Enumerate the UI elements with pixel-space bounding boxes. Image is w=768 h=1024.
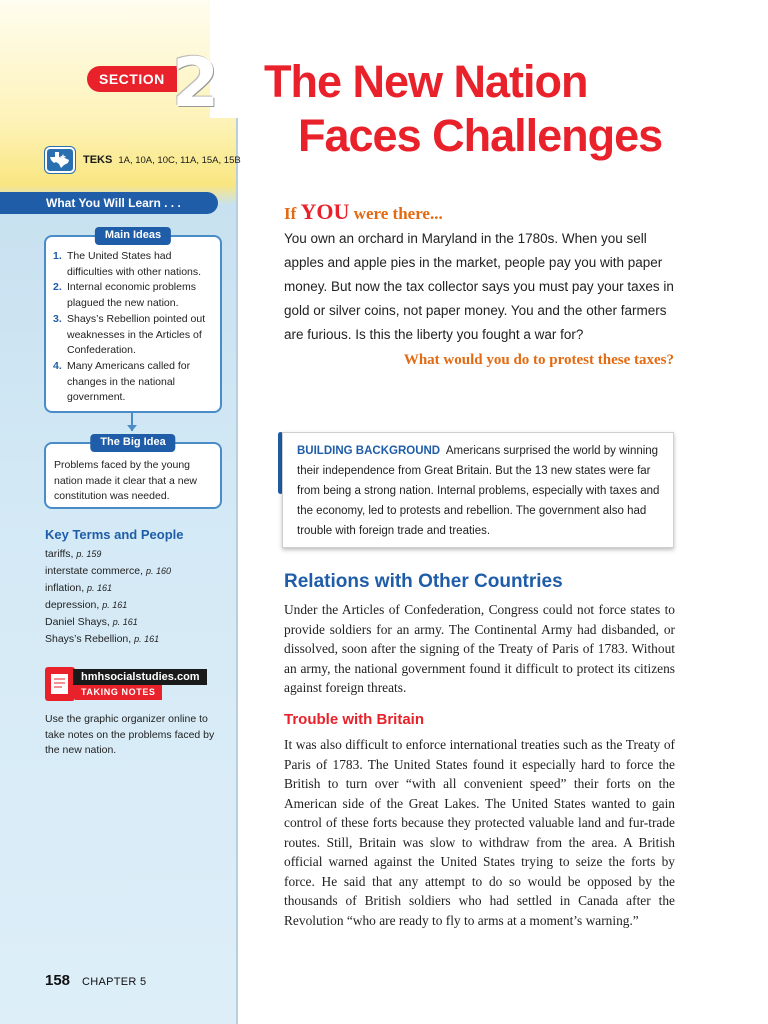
page-title-line-2: Faces Challenges [298, 110, 663, 161]
item-text: Shays’s Rebellion pointed out weaknesses in the Articles of Confederation. [67, 312, 206, 357]
section-number: 2 [172, 44, 220, 123]
big-idea-title: The Big Idea [90, 434, 175, 452]
page-ref: p. 161 [102, 600, 128, 610]
building-background-text: Americans surprised the world by winning their independence from Great Britain. But the 13 new states were far from being a strong nation. Internal problems, especially with taxes and the economy, led to protests and rebellion. The government also had trouble with foreign trade and treaties. [297, 445, 660, 537]
key-term: Shays’s Rebellion, [45, 633, 132, 645]
chapter-label: CHAPTER 5 [82, 976, 147, 988]
taking-notes-label: TAKING NOTES [75, 685, 162, 700]
key-term: Daniel Shays, [45, 616, 110, 628]
taking-notes-banner[interactable] [45, 667, 205, 703]
key-term: tariffs, [45, 548, 74, 560]
key-term-item [45, 597, 171, 614]
taking-notes-text: Use the graphic organizer online to take notes on the problems faced by the new nation. [45, 713, 215, 756]
you-word: YOU [300, 199, 350, 224]
key-term-item [45, 631, 171, 648]
item-text: Internal economic problems plagued the new nation. [67, 281, 196, 310]
key-term-item [45, 580, 171, 597]
main-ideas-title: Main Ideas [95, 227, 171, 245]
were-there-words: were there... [353, 204, 443, 223]
key-term-item [45, 546, 171, 563]
main-idea-item [53, 312, 214, 359]
key-term: depression, [45, 599, 100, 611]
page-ref: p. 160 [145, 566, 171, 576]
relations-heading: Relations with Other Countries [284, 571, 563, 592]
trouble-with-britain-paragraph: It was also difficult to enforce international treaties such as the Treaty of Paris of 1783. The United States found it especially hard to force the British to turn over “with all convenient speed” their forts on the American side of the Great Lakes. The United States wanted to gain control of these forts because they protected valuable land and fur-trade routes. Still, Britain was slow to withdraw from the area. A British official warned against the United States trying to seize the forts by force. He said that any attempt to do so would be opposed by the thousands of British soldiers who had settled in Canada after the Revolution “who are ready to fly to arms at a moment’s warning.” [284, 737, 675, 928]
trouble-with-britain-heading: Trouble with Britain [284, 711, 425, 728]
main-ideas-box [44, 229, 222, 413]
key-terms-heading: Key Terms and People [45, 527, 184, 542]
key-terms-list [45, 546, 171, 648]
teks-label: TEKS [83, 154, 113, 166]
key-term: inflation, [45, 582, 85, 594]
page-number: 158 [45, 972, 71, 989]
relations-paragraph: Under the Articles of Confederation, Congress could not force states to provide soldiers for an army. The Continental Army had disbanded, or dissolved, soon after the signing of the Treaty of Paris of 1783. Without an army, the national government found it difficult to protect its citizens against foreign threats. [284, 602, 675, 695]
item-text: The United States had difficulties with other nations. [67, 250, 202, 278]
texas-map-icon [45, 147, 75, 173]
big-idea-box [44, 436, 222, 509]
if-word: If [284, 204, 297, 223]
main-idea-item [53, 359, 214, 406]
section-badge: SECTION [87, 66, 177, 92]
scenario-text: You own an orchard in Maryland in the 1780s. When you sell apples and apple pies in the market, people pay you with paper money. But now the tax collector says you must pay your taxes in gold or silver coins, not paper money. You and the other farmers are furious. Is this the liberty you fought a war for? [284, 231, 674, 342]
page-ref: p. 161 [134, 634, 160, 644]
teks-codes: 1A, 10A, 10C, 11A, 15A, 15B [118, 154, 241, 166]
item-text: Many Americans called for changes in the national government. [67, 359, 191, 404]
key-term-item [45, 563, 171, 580]
main-ideas-list [53, 249, 214, 406]
page-ref: p. 159 [76, 549, 102, 559]
scenario-question: What would you do to protest these taxes? [403, 352, 674, 368]
main-idea-item [53, 280, 214, 311]
if-you-were-there-heading [284, 199, 443, 225]
page-ref: p. 161 [87, 583, 113, 593]
website-link[interactable]: hmhsocialstudies.com [73, 669, 207, 685]
item-number: 3. [53, 312, 62, 325]
big-idea-text: Problems faced by the young nation made it clear that a new constitution was needed. [54, 459, 198, 503]
item-number: 1. [53, 250, 62, 262]
page-title-line-1: The New Nation [264, 56, 588, 107]
notebook-icon [45, 667, 75, 701]
building-background-label: BUILDING BACKGROUND [297, 445, 441, 457]
item-number: 2. [53, 281, 62, 294]
main-idea-item [53, 249, 214, 280]
page-ref: p. 161 [112, 617, 138, 627]
teks-row [45, 146, 241, 174]
key-term: interstate commerce, [45, 565, 144, 577]
building-background-box [282, 432, 674, 548]
item-number: 4. [53, 359, 62, 372]
key-term-item [45, 614, 171, 631]
down-arrow-icon [127, 425, 137, 431]
what-you-will-learn-bar: What You Will Learn . . . [0, 192, 218, 214]
